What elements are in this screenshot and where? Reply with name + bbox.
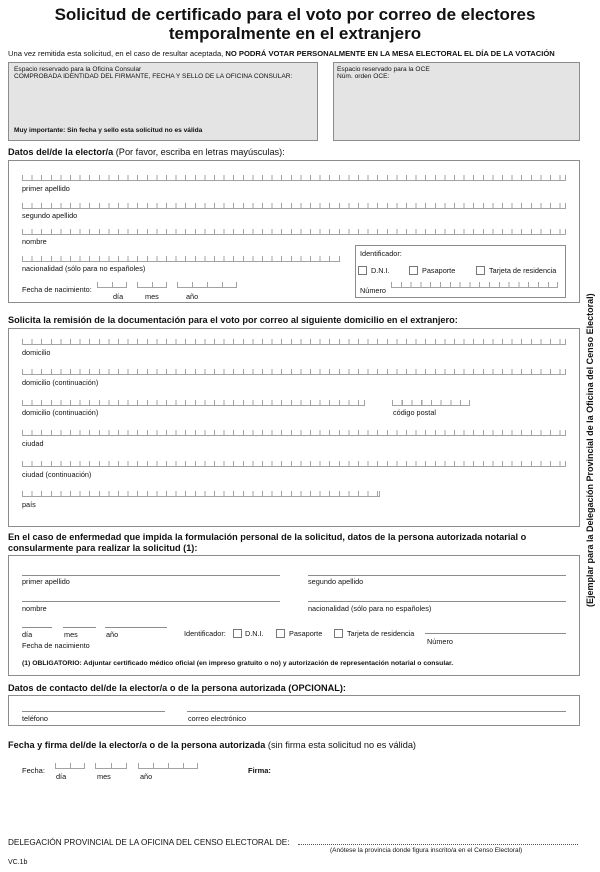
consular-box-warning: Muy importante: Sin fecha y sello esta solicitud no es válida — [14, 127, 203, 134]
address-street-cont2-field[interactable] — [22, 400, 365, 406]
elector-heading-title: Datos del/de la elector/a — [8, 146, 114, 157]
elector-id-number-label: Número — [360, 285, 386, 295]
elector-day-label: día — [113, 291, 124, 301]
elector-second-surname-label: segundo apellido — [22, 210, 78, 220]
address-city-cont-field[interactable] — [22, 461, 566, 467]
authorized-nationality-field[interactable] — [308, 601, 566, 602]
address-street-field[interactable] — [22, 339, 566, 345]
address-city-cont-label: ciudad (continuación) — [22, 469, 92, 479]
authorized-residence-card-checkbox[interactable] — [334, 629, 343, 638]
form-title-line1: Solicitud de certificado para el voto por correo de electores — [54, 5, 536, 24]
consular-box-heading: Espacio reservado para la Oficina Consular — [14, 66, 142, 73]
signature-month-field[interactable] — [95, 763, 127, 769]
authorized-footnote: (1) OBLIGATORIO: Adjuntar certificado médico oficial (en impreso gratuito o no) y autorización de representación notarial o consular. — [22, 660, 454, 667]
elector-birth-year-field[interactable] — [177, 282, 237, 288]
signature-date-label: Fecha: — [22, 765, 45, 775]
delegation-province-field[interactable] — [298, 844, 578, 845]
authorized-name-field[interactable] — [22, 601, 280, 602]
address-country-label: país — [22, 499, 36, 509]
elector-name-field[interactable] — [22, 229, 566, 235]
notice-text: Una vez remitida esta solicitud, en el caso de resultar aceptada, — [8, 49, 224, 58]
elector-first-surname-label: primer apellido — [22, 183, 70, 193]
elector-birth-day-field[interactable] — [97, 282, 127, 288]
elector-first-surname-field[interactable] — [22, 175, 566, 181]
elector-residence-card-label: Tarjeta de residencia — [489, 265, 557, 275]
consular-box-instruction: COMPROBADA IDENTIDAD DEL FIRMANTE, FECHA Y SELLO DE LA OFICINA CONSULAR: — [14, 73, 293, 80]
signature-month-label: mes — [97, 771, 111, 781]
signature-heading-title: Fecha y firma del/de la elector/a o de la persona autorizada — [8, 739, 266, 750]
elector-passport-label: Pasaporte — [422, 265, 456, 275]
authorized-section-heading-line1: En el caso de enfermedad que impida la formulación personal de la solicitud, datos de la persona autorizada notarial o — [8, 531, 527, 542]
contact-phone-field[interactable] — [22, 711, 165, 712]
authorized-year-label: año — [106, 629, 119, 639]
authorized-month-label: mes — [64, 629, 78, 639]
signature-day-field[interactable] — [55, 763, 85, 769]
contact-email-label: correo electrónico — [188, 713, 246, 723]
signature-section-heading — [8, 740, 416, 751]
authorized-birth-day-field[interactable] — [22, 627, 52, 628]
elector-birth-date-label: Fecha de nacimiento: — [22, 284, 92, 294]
elector-month-label: mes — [145, 291, 159, 301]
address-postal-code-label: código postal — [393, 407, 437, 417]
oce-order-label: Núm. orden OCE: — [337, 73, 390, 80]
elector-year-label: año — [186, 291, 199, 301]
form-title-line2: temporalmente en el extranjero — [168, 24, 422, 43]
address-city-label: ciudad — [22, 438, 44, 448]
authorized-birth-year-field[interactable] — [105, 627, 167, 628]
contact-phone-label: teléfono — [22, 713, 48, 723]
authorized-dni-label: D.N.I. — [245, 628, 264, 638]
elector-section-heading — [8, 147, 285, 158]
elector-passport-checkbox[interactable] — [409, 266, 418, 275]
authorized-section-heading-line2: consularmente para realizar la solicitud (1): — [8, 542, 198, 553]
address-country-field[interactable] — [22, 491, 380, 497]
authorized-second-surname-label: segundo apellido — [308, 576, 364, 586]
authorized-section-box — [8, 555, 580, 676]
authorized-id-number-field[interactable] — [425, 633, 566, 634]
elector-name-label: nombre — [22, 236, 47, 246]
signature-day-label: día — [56, 771, 67, 781]
contact-email-field[interactable] — [187, 711, 566, 712]
authorized-identifier-label: Identificador: — [184, 628, 226, 638]
copy-destination-side-note: (Ejemplar para la Delegación Provincial de la Oficina del Censo Electoral) — [585, 293, 595, 608]
address-city-field[interactable] — [22, 430, 566, 436]
notice — [8, 49, 555, 58]
delegation-label: DELEGACIÓN PROVINCIAL DE LA OFICINA DEL CENSO ELECTORAL DE: — [8, 837, 290, 847]
authorized-residence-card-label: Tarjeta de residencia — [347, 628, 415, 638]
form-code: VC.1b — [8, 858, 28, 866]
address-street-cont2-label: domicilio (continuación) — [22, 407, 99, 417]
elector-nationality-label: nacionalidad (sólo para no españoles) — [22, 263, 146, 273]
signature-year-label: año — [140, 771, 153, 781]
authorized-passport-label: Pasaporte — [289, 628, 323, 638]
authorized-dni-checkbox[interactable] — [233, 629, 242, 638]
authorized-passport-checkbox[interactable] — [276, 629, 285, 638]
authorized-first-surname-label: primer apellido — [22, 576, 70, 586]
address-street-cont-field[interactable] — [22, 369, 566, 375]
elector-id-number-field[interactable] — [391, 282, 558, 288]
elector-nationality-field[interactable] — [22, 256, 340, 262]
authorized-day-label: día — [22, 629, 33, 639]
address-street-label: domicilio — [22, 347, 51, 357]
notice-emphasis: NO PODRÁ VOTAR PERSONALMENTE EN LA MESA ELECTORAL EL DÍA DE LA VOTACIÓN — [225, 49, 555, 58]
elector-heading-note: (Por favor, escriba en letras mayúsculas): — [115, 146, 285, 157]
address-section-heading: Solicita la remisión de la documentación para el voto por correo al siguiente domicilio en el extranjero: — [8, 314, 458, 325]
authorized-nationality-label: nacionalidad (sólo para no españoles) — [308, 603, 432, 613]
contact-section-heading: Datos de contacto del/de la elector/a o de la persona autorizada (OPCIONAL): — [8, 682, 346, 693]
address-section-box — [8, 328, 580, 527]
address-postal-code-field[interactable] — [392, 400, 470, 406]
authorized-birth-date-label: Fecha de nacimiento — [22, 640, 90, 650]
elector-residence-card-checkbox[interactable] — [476, 266, 485, 275]
elector-birth-month-field[interactable] — [137, 282, 167, 288]
elector-dni-label: D.N.I. — [371, 265, 390, 275]
elector-dni-checkbox[interactable] — [358, 266, 367, 275]
signature-label: Firma: — [248, 765, 271, 775]
authorized-name-label: nombre — [22, 603, 47, 613]
signature-heading-note: (sin firma esta solicitud no es válida) — [267, 739, 416, 750]
elector-second-surname-field[interactable] — [22, 203, 566, 209]
elector-identifier-label: Identificador: — [360, 248, 402, 258]
delegation-hint: (Anótese la provincia donde figura inscrito/a en el Censo Electoral) — [330, 847, 523, 854]
address-street-cont-label: domicilio (continuación) — [22, 377, 99, 387]
oce-box-heading: Espacio reservado para la OCE — [337, 66, 430, 73]
signature-year-field[interactable] — [138, 763, 198, 769]
authorized-id-number-label: Número — [427, 636, 453, 646]
authorized-birth-month-field[interactable] — [63, 627, 96, 628]
